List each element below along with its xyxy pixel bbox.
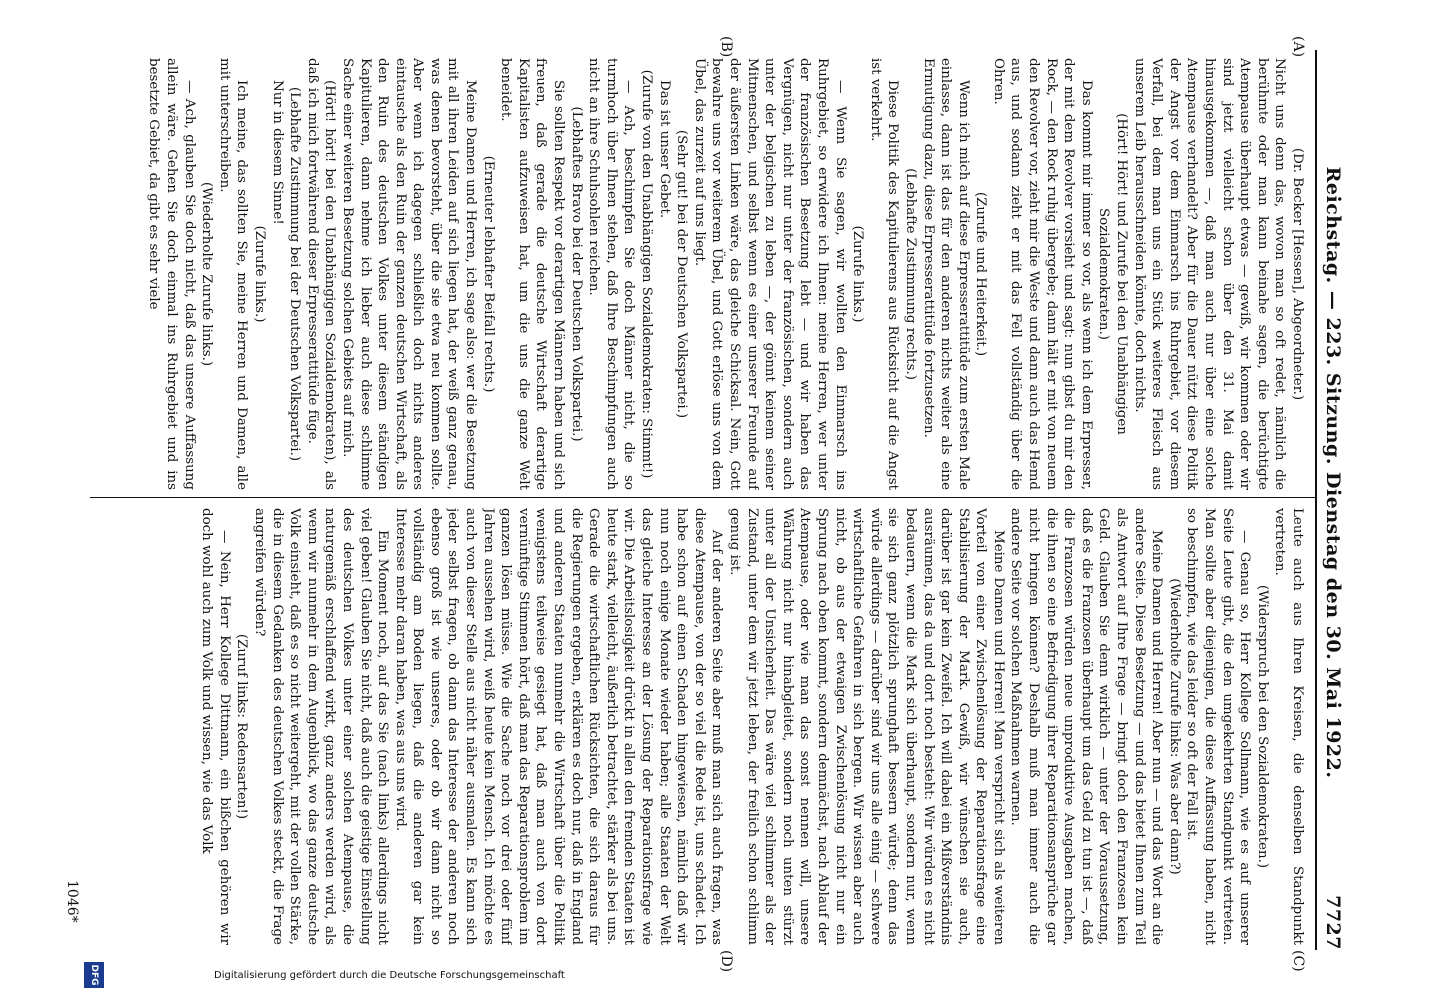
paragraph: Das kommt mir immer so vor, als wenn ich dem Erpresser, der mit dem Revolver vorsieht und sagt: nun gibst du mir den Rock, — den Rock ruhig übergebe; dann hält er mit von neuem den Revolver vor, zieht mir die Weste und dann auch das Hemd aus, und sodann zieht er mit das Fell vollständig über die Ohren. bbox=[990, 58, 1094, 490]
interjection: (Lebhaftes Bravo bei der Deutschen Volkspartei.) bbox=[568, 106, 584, 442]
margin-marker-b: (B) bbox=[718, 36, 734, 58]
paragraph: Das ist unser Gebet. bbox=[656, 80, 672, 219]
margin-marker-a: (A) bbox=[1290, 36, 1306, 58]
interjection: (Zuruf links: Redensarten!) bbox=[234, 633, 250, 820]
interjection: (Zurufe links.) bbox=[251, 225, 267, 323]
interjection: (Wiederholte Zurufe links.) bbox=[199, 181, 215, 367]
column-divider bbox=[90, 497, 1317, 498]
header-title: Reichstag. — 223. Sitzung. Dienstag den 30. Mai 1922. bbox=[1322, 166, 1344, 779]
paragraph: Wenn ich mich auf diese Erpresserattitüde zum ersten Male einlasse, dann ist das für den anderen nichts weiter als eine Ermutigung dazu, diese Erpresserattitüde fortzusetzen. bbox=[920, 58, 971, 490]
paragraph: Ein Moment noch, auf das Sie (nach links) allerdings nicht viel geben! Glauben Sie nicht, daß auch die geistige Einstellung des deutschen Volkes unter einer solchen Atempause, die naturgemäß erschlaffend wirkt, ganz anders werden wird, als wenn wir nunmehr in dem Augenblick, wo das ganze deutsche Volk einsieht, daß es so nicht weitergeht, mit der vollen Stärke, die in diesem Gedanken des deutschen Volkes steckt, die Frage angreifen würden? bbox=[251, 508, 391, 945]
interjection: (Lebhafte Zustimmung bei der Deutschen Volkspartei.) bbox=[287, 86, 303, 462]
left-column bbox=[96, 58, 1306, 490]
interjection: (Zurufe links.) bbox=[850, 225, 866, 323]
paragraph: — Ach, glauben Sie doch nicht, daß das unsere Auffassung allein wäre. Gehen Sie doch einmal ins Ruhrgebiet und ins besetzte Gebiet, da gibt es sehr viele bbox=[146, 58, 197, 490]
paragraph: — Genau so, Herr Kollege Sollmann, wie es auf unserer Seite Leute gibt, die den umgekehrten Standpunkt vertreten. Man sollte aber diejenigen, die diese Auffassung haben, nicht so beschimpfen, wie das leider so oft der Fall ist. bbox=[1184, 508, 1253, 945]
interjection: (Widerspruch bei den Sozialdemokraten.) bbox=[1254, 584, 1270, 869]
interjection: (Zurufe von den Unabhängigen Sozialdemokraten: Stimmt!) bbox=[639, 69, 655, 479]
interjection: (Sehr gut! bei der Deutschen Volkspartei.) bbox=[674, 129, 690, 419]
interjection: (Hört! Hört! und Zurufe bei den Unabhängigen Sozialdemokraten.) bbox=[1096, 113, 1130, 435]
paragraph: — Ach, beschimpfen Sie doch Männer nicht, die so turmhoch über Ihnen stehen, daß Ihre Beschimpfungen auch nicht an ihre Schuhsohlen reichen. bbox=[586, 58, 637, 490]
paragraph: Diese Politik des Kapitulierens aus Rücksicht auf die Angst ist verkehrt. bbox=[867, 58, 901, 490]
page-header bbox=[1322, 50, 1356, 950]
paragraph: Ich meine, das sollten Sie, meine Herren und Damen, alle mit unterschreiben. bbox=[216, 58, 250, 490]
paragraph: Leute auch aus Ihren Kreisen, die denselben Standpunkt vertreten. bbox=[1272, 508, 1305, 945]
digitization-note: Digitalisierung gefördert durch die Deutsche Forschungsgemeinschaft bbox=[214, 970, 565, 981]
paragraph: Nur in diesem Sinne! bbox=[269, 80, 285, 225]
interjection: (Zurufe und Heiterkeit.) bbox=[973, 191, 989, 357]
margin-marker-c: (C) bbox=[1290, 950, 1306, 972]
interjection: (Wiederholte Zurufe links: Was aber dann?) bbox=[1166, 578, 1182, 875]
paragraph: Meine Damen und Herren! Aber nun — und das Wort an die andere Seite. Diese Besetzung — und das bietet Ihnen zum Teil als Antwort auf Ihre Frage — bringt doch den Franzosen kein Geld. Glauben Sie denn wirklich — unter der Voraussetzung, daß es die Franzosen überhaupt um das Geld zu tun ist —, daß die Franzosen würden neue unproduktive Ausgaben machen, die ihnen so eine Befriedigung ihrer Reparationsansprüche gar nicht bringen können? Deshalb muß man immer auch die andere Seite vor solchen Maßnahmen warnen. bbox=[1008, 508, 1165, 945]
paragraph: — Nein, Herr Kollege Dittmann, ein bißchen gehören wir doch wohl auch zum Volk und wissen, wie das Volk bbox=[199, 508, 232, 945]
margin-marker-d: (D) bbox=[718, 950, 734, 973]
interjection: (Erneuter lebhafter Beifall rechts.) bbox=[480, 155, 496, 393]
paragraph: Auf der anderen Seite aber muß man sich auch fragen, was diese Atempause, von der so viel die Rede ist, uns schadet. Ich habe schon auf einen Schaden hingewiesen, nämlich daß wir nun noch einige Monate wieder haben; alle Staaten der Welt das gleiche Interesse an der Lösung der Reparationsfrage wie wir. Die Arbeitslosigkeit drückt in allen den fremden Staaten ist heute stark, vielleicht, äußerlich betrachtet, stärker als bei uns. Gerade die wirtschaftlichen Rücksichten, die sich daraus für die Regierungen ergeben, erklären es doch nur, daß in England und anderen Staaten nunmehr die Wirtschaft über die Politik wenigstens teilweise gesiegt hat, daß man auch von dort vernünftige Stimmen hört, daß man das Reparationsproblem im ganzen lösen müsse. Wie die Sache noch vor drei oder fünf Jahren aussehen wird, weiß heute kein Mensch. Ich möchte es auch von dieser Stelle aus nicht näher ausmalen. Es kann sich jeder selbst fragen, ob dann das Interesse der anderen noch ebenso groß ist wie unseres, oder ob wir dann nicht so vollständig am Boden liegen, daß die anderen gar kein Interesse mehr daran haben, was aus uns wird. bbox=[392, 508, 725, 945]
paragraph: Nicht uns denn das, wovon man so oft redet, nämlich die berühmte oder man kann beinahe sagen, die berüchtigte Atempause überhaupt etwas — gewiß, wir kommen oder wir sind jetzt vielleicht schon über den 31. Mai damit hinausgekommen —, daß man auch nur über eine solche Atempause verhandelt? Aber für die Dauer nützt diese Politik der Angst vor dem Einmarsch ins Ruhrgebiet, vor diesem Verfall, bei dem man uns ein Stück weiteres Fleisch aus unserem Leib herausschneiden könnte, doch nichts. bbox=[1131, 58, 1288, 490]
paragraph: Meine Damen und Herren, ich sage also: wer die Besetzung mit all ihren Leiden auf sich liegen hat, der weiß ganz genau, was denen bevorsteht, über die sie etwa neu kommen sollte. Aber wenn ich dagegen schließlich doch nichts anderes eintausche als den Ruin der ganzen deutschen Wirtschaft, als den Ruin des deutschen Volkes unter diesem ständigen Kapitulieren, dann nehme ich lieber auch diese schlimme Sache einer weiteren Besetzung solchen Gebiets auf mich. bbox=[339, 58, 479, 490]
right-column bbox=[96, 508, 1306, 945]
speaker-line: (Dr. Becker [Hessen], Abgeordneter.) bbox=[1290, 147, 1305, 401]
paragraph: Sie sollten Respekt vor derartigen Männern haben und sich freuen, daß gerade die deutsche Wirtschaft derartige Kapitalisten aufzuweisen hat, um die uns die ganze Welt beneidet. bbox=[498, 58, 567, 490]
paragraph: — Wenn Sie sagen, wir wollten den Einmarsch ins Ruhrgebiet, so erwidere ich Ihnen: meine Herren, wer unter der französischen Besetzung lebt — und wir haben das Vergnügen, nicht nur unter der französischen, sondern auch unter der belgischen zu leben —, der gönnt keinem seiner Mitmenschen, und selbst wenn es einer unserer Freunde auf der äußersten Linken wäre, das gleiche Schicksal. Nein, Gott bewahre uns vor weiterem Übel, und Gott erlöse uns von dem Übel, das zurzeit auf uns liegt. bbox=[691, 58, 848, 490]
paragraph: (Hört! hört! bei den Unabhängigen Sozialdemokraten), als daß ich mich fortwährend dieser Erpresserattitüde füge. bbox=[304, 58, 338, 490]
interjection: (Lebhafte Zustimmung rechts.) bbox=[902, 168, 918, 380]
sheet-number: 1046* bbox=[64, 880, 80, 923]
paragraph: Meine Damen und Herren! Man verspricht sich als weiteren Vorteil von einer Zwischenlösung der Reparationsfrage eine Stabilisierung der Mark. Gewiß, wir wünschen sie auch, darüber ist gar kein Zweifel. Ich will dabei ein Mißverständnis ausräumen, das da und dort noch besteht: Wir würden es nicht bedauern, wenn die Mark sich überhaupt, sondern nur, wenn sie sich ganz plötzlich sprunghaft bessern würde; denn das würde allerdings — darüber sind wir uns alle einig — schwere wirtschaftliche Gefahren in sich bergen. Wir wissen aber auch nicht, ob aus der etwaigen Zwischenlösung nicht nur ein Sprung nach oben kommt, sondern demnächst, nach Ablauf der Atempause, oder wie man das sonst nennen will, unsere Währung nicht nur hinabgleitet, sondern noch unten stürzt unter all der Unsicherheit. Das wäre viel schlimmer als der Zustand, unter dem wir jetzt leben, der freilich schon schlimm genug ist. bbox=[727, 508, 1006, 945]
page-number: 7727 bbox=[1322, 895, 1344, 950]
header-rule bbox=[1315, 50, 1317, 950]
dfg-logo: DFG bbox=[84, 962, 104, 988]
